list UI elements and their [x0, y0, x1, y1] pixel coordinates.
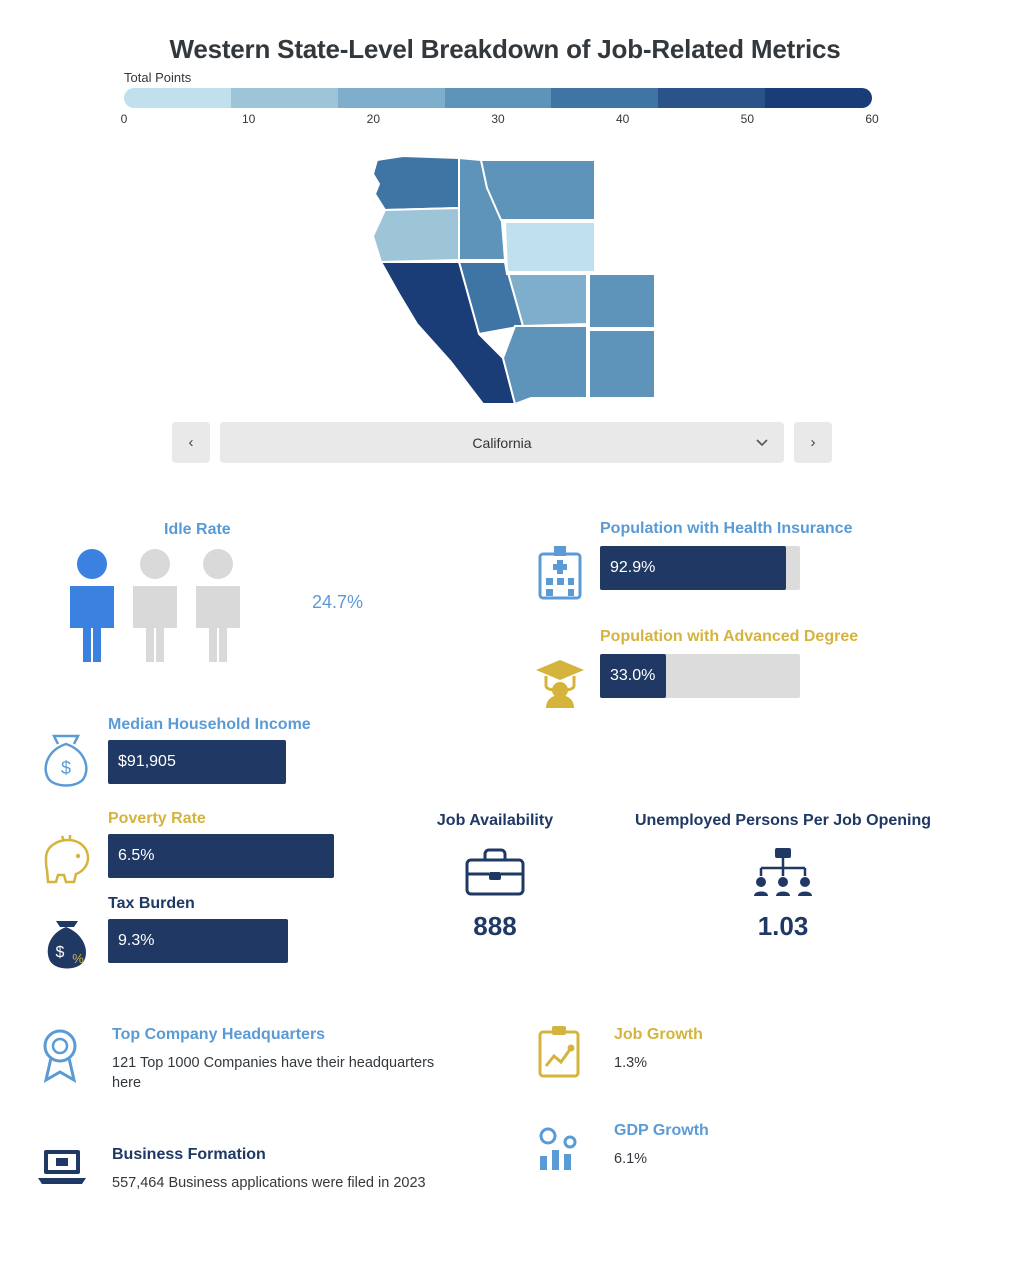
briefcase-icon: [400, 846, 590, 903]
state-select-value: California: [472, 434, 532, 451]
legend-tick: 20: [366, 112, 381, 126]
legend-segment-2: [338, 88, 445, 108]
svg-text:$: $: [55, 944, 65, 961]
state-select[interactable]: [220, 422, 784, 463]
legend-tick: 40: [615, 112, 630, 126]
stat-unemployed-per-opening: [586, 812, 980, 942]
bar-track: [108, 740, 286, 784]
map-state-washington[interactable]: [373, 156, 459, 210]
info-heading: GDP Growth: [614, 1122, 709, 1139]
svg-text:$: $: [60, 758, 72, 778]
prev-state-button[interactable]: ‹: [172, 422, 210, 463]
info-body: 557,464 Business applications were filed in 2023: [112, 1175, 426, 1191]
person-icon-empty: [133, 549, 177, 662]
info-heading: Top Company Headquarters: [112, 1026, 326, 1043]
legend-segment-5: [658, 88, 765, 108]
person-icon-filled: [70, 549, 114, 662]
laptop-icon: [38, 1146, 86, 1191]
stat-label: Job Availability: [436, 812, 554, 829]
legend-tick: 10: [241, 112, 256, 126]
idle-rate-label: Idle Rate: [164, 521, 231, 538]
legend-segment-3: [445, 88, 552, 108]
metric-label: Population with Advanced Degree: [600, 628, 859, 645]
next-state-button[interactable]: ›: [794, 422, 832, 463]
gear-chart-icon: [532, 1122, 586, 1179]
idle-rate-pictogram: [60, 546, 290, 664]
legend-title: Total Points: [124, 70, 192, 85]
clipboard-growth-icon: [532, 1026, 586, 1083]
map-state-oregon[interactable]: [373, 208, 459, 262]
award-ribbon-icon: [38, 1028, 82, 1089]
legend-segment-4: [551, 88, 658, 108]
page-title: Western State-Level Breakdown of Job-Related Metrics: [169, 34, 841, 64]
bar-value: 9.3%: [118, 932, 155, 949]
chevron-down-icon: [756, 436, 768, 450]
bar-track: [600, 546, 800, 590]
info-job-growth: [532, 1026, 932, 1074]
legend-colorbar: [124, 88, 872, 108]
bar-track: [600, 654, 800, 698]
legend-tick: 50: [740, 112, 755, 126]
map-state-colorado[interactable]: [589, 274, 655, 328]
org-chart-icon: [586, 846, 980, 903]
info-body: 121 Top 1000 Companies have their headquarters here: [112, 1055, 435, 1091]
idle-rate-value: 24.7%: [312, 592, 364, 612]
legend-tick: 30: [491, 112, 505, 126]
svg-text:%: %: [72, 951, 84, 966]
metric-health-insurance: [532, 520, 1002, 598]
metric-median-household-income: [36, 716, 476, 794]
map-state-wyoming[interactable]: [505, 222, 595, 272]
western-states-map[interactable]: [0, 148, 1010, 420]
info-heading: Job Growth: [614, 1026, 703, 1043]
stat-value: 888: [473, 911, 517, 941]
map-state-montana[interactable]: [481, 160, 595, 220]
stat-label: Unemployed Persons Per Job Opening: [634, 812, 932, 829]
metric-label: Tax Burden: [108, 895, 195, 912]
hospital-icon: [532, 546, 588, 607]
graduate-icon: [532, 654, 588, 715]
legend-ticks: [120, 112, 879, 128]
bar-value: 92.9%: [610, 559, 656, 576]
money-bag-icon: [36, 732, 96, 793]
metric-label: Population with Health Insurance: [600, 520, 853, 537]
bar-value: 6.5%: [118, 847, 155, 864]
map-state-newmexico[interactable]: [589, 330, 655, 398]
legend-tick: 0: [120, 112, 128, 126]
bar-value: 33.0%: [610, 667, 656, 684]
info-business-formation: [38, 1146, 468, 1194]
legend-segment-1: [231, 88, 338, 108]
info-body: 6.1%: [614, 1151, 648, 1167]
info-heading: Business Formation: [112, 1146, 266, 1163]
stat-job-availability: [400, 812, 590, 942]
piggy-bank-icon: [36, 828, 96, 889]
map-state-arizona[interactable]: [503, 326, 587, 404]
state-selector[interactable]: [172, 422, 832, 463]
metric-label: Median Household Income: [108, 716, 311, 733]
info-top-company-hq: [38, 1026, 468, 1093]
legend-segment-6: [765, 88, 872, 108]
metric-advanced-degree: [532, 628, 1002, 706]
bar-track: [108, 834, 334, 878]
legend-segment-0: [124, 88, 231, 108]
info-gdp-growth: [532, 1122, 932, 1170]
person-icon-empty: [196, 549, 240, 662]
stat-value: 1.03: [757, 911, 809, 941]
dollar-bag-icon: [36, 917, 96, 978]
bar-track: [108, 919, 288, 963]
metric-label: Poverty Rate: [108, 810, 206, 827]
bar-value: $91,905: [118, 753, 176, 770]
info-body: 1.3%: [614, 1055, 648, 1071]
legend-tick: 60: [865, 112, 879, 126]
